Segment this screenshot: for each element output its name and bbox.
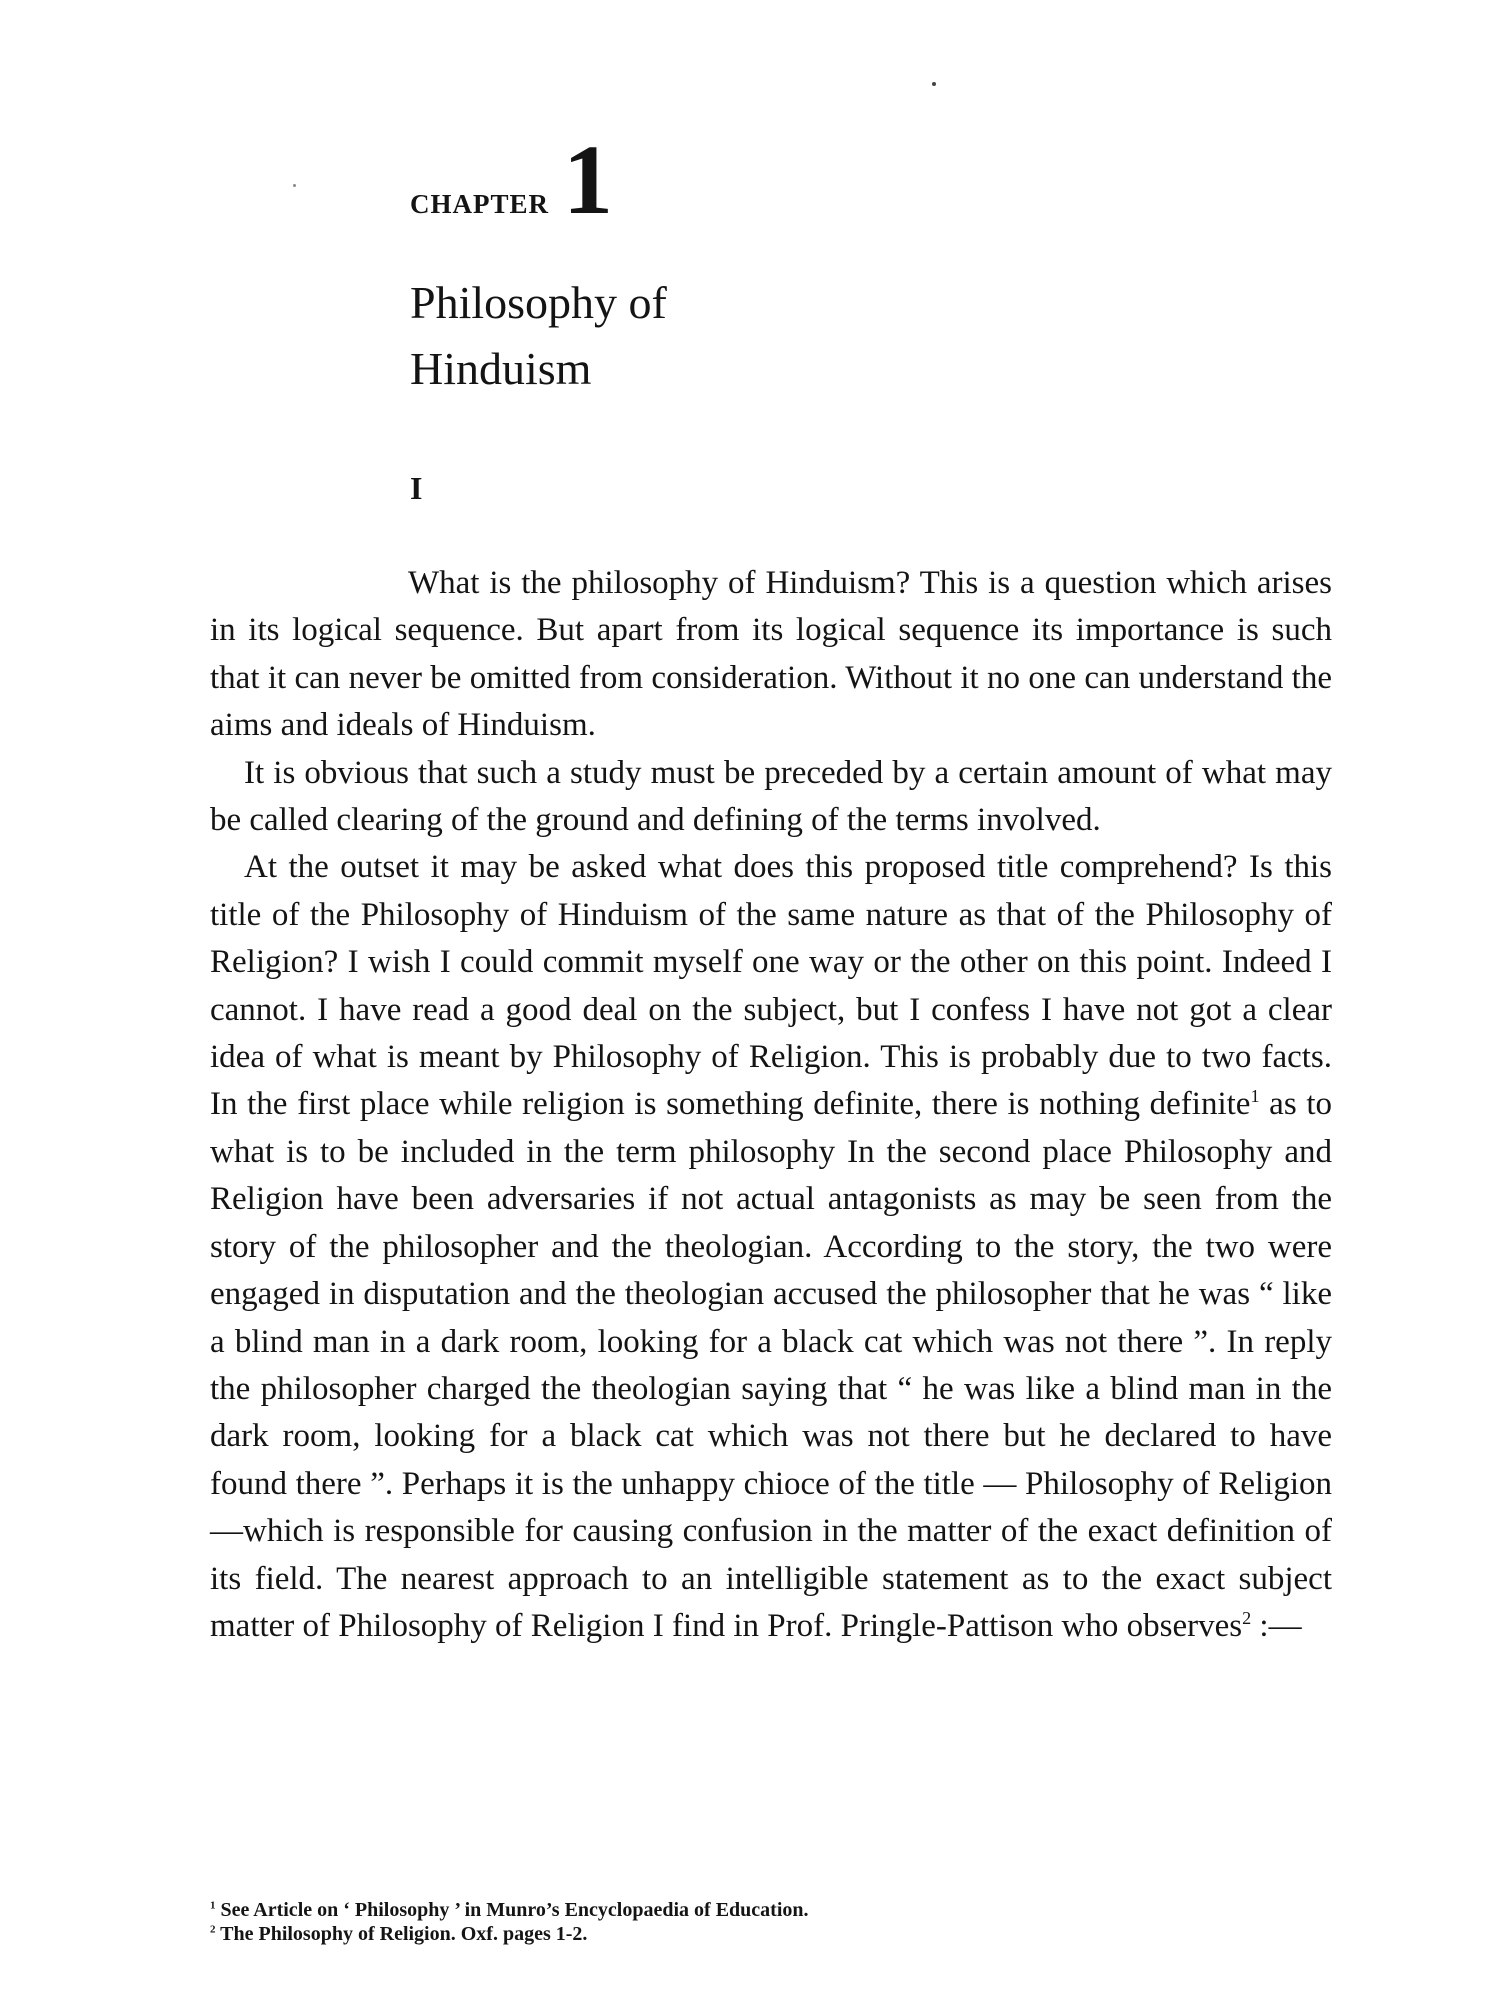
chapter-title [410, 270, 667, 402]
footnote-mark: 2 [210, 1923, 216, 1936]
chapter-number: 1 [563, 124, 614, 235]
paragraph-text: At the outset it may be asked what does this proposed title comprehend? Is this title of the Philosophy of Hinduism of the same nature as that of the Philosophy of Religion? I wish I could commit myself one way or the other on this point. Indeed I cannot. I have read a good deal on the subject, but I confess I have not got a clear idea of what is meant by Philosophy of Religion. This is probably due to two facts. In the first place while religion is something definite, there is nothing definite [210, 849, 1332, 1123]
chapter-label: CHAPTER [410, 189, 550, 219]
chapter-title-line-2: Hinduism [410, 343, 592, 394]
footnote-ref: 2 [1242, 1607, 1252, 1628]
footnote [210, 1922, 1210, 1946]
body-text [210, 560, 1332, 1650]
footnote [210, 1898, 1210, 1922]
scan-speck [293, 184, 296, 187]
footnote-text: The Philosophy of Religion. Oxf. pages 1-2. [215, 1923, 588, 1945]
chapter-title-line-1: Philosophy of [410, 277, 667, 328]
paragraph: It is obvious that such a study must be preceded by a certain amount of what may be called clearing of the ground and defining of the terms involved. [210, 754, 1332, 839]
chapter-heading [410, 124, 614, 235]
paragraph-text: as to what is to be included in the term philosophy In the second place Philosophy and Religion have been adversaries if not actual antagonists as may be seen from the story of the philosopher and the theologian. According to the story, the two were engaged in disputation and the theologian accused the philosopher that he was “ like a blind man in a dark room, looking for a black cat which was not there ”. In reply the philosopher charged the theologian saying that “ he was like a blind man in the dark room, looking for a black cat which was not there but he declared to have found there ”. Perhaps it is the unhappy chioce of the title — Philosophy of Religion—which is responsible for causing confusion in the matter of the exact definition of its field. The nearest approach to an intelligible statement as to the exact subject matter of Philosophy of Religion I find in Prof. Pringle-Pattison who observes [210, 1086, 1332, 1644]
paragraph-text: :— [1251, 1607, 1302, 1644]
section-number: I [410, 470, 423, 506]
footnote-text: See Article on ‘ Philosophy ’ in Munro’s Encyclopaedia of Education. [215, 1899, 809, 1921]
footnotes [210, 1898, 1210, 1946]
footnote-ref: 1 [1250, 1086, 1260, 1107]
footnote-mark: 1 [210, 1899, 216, 1912]
paragraph [210, 844, 1332, 1650]
scan-speck [932, 82, 936, 86]
paragraph: What is the philosophy of Hinduism? This is a question which arises in its logical sequence. But apart from its logical sequence its importance is such that it can never be omitted from consideration. Without it no one can understand the aims and ideals of Hinduism. [210, 565, 1332, 744]
